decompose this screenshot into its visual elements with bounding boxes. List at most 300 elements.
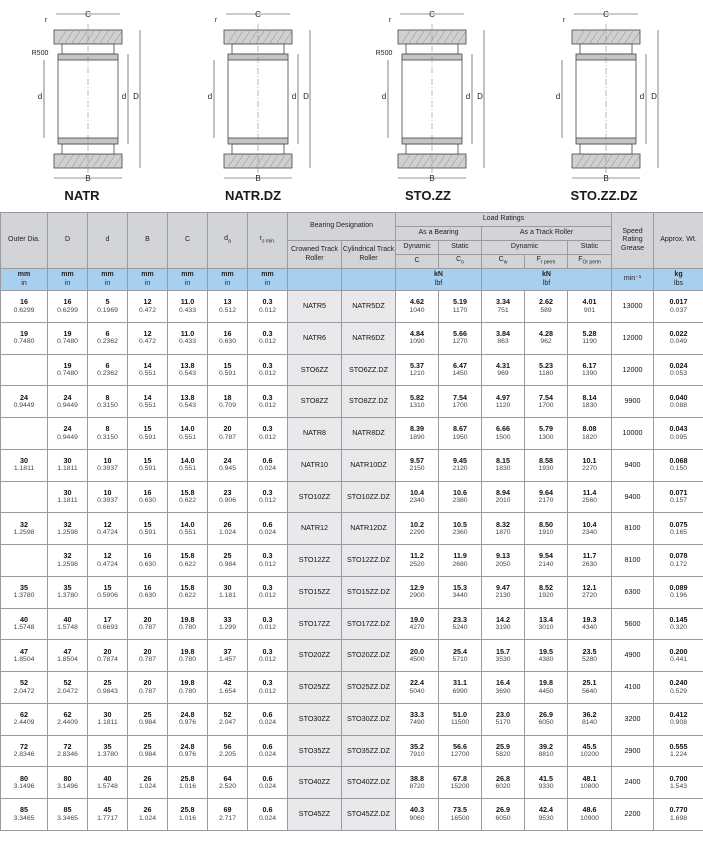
cell-cyl [342,608,396,640]
cell-outer-imperial: 2.0472 [13,687,35,695]
cell-c-metric: 35.2 [410,741,425,751]
cell-speed [612,449,654,481]
cell-outer-metric: 32 [20,519,28,529]
cell-d-metric: 8 [105,392,110,402]
unit-d: mm in [88,269,128,291]
cell-rs-metric: 0.3 [262,614,273,624]
cell-speed-value: 9900 [624,396,641,406]
cell-for-imperial: 4340 [581,624,598,632]
cell-fr-metric: 2.62 [539,297,554,307]
cell-for-imperial: 2720 [581,592,598,600]
cell-for [568,799,612,831]
cell-for-metric: 10.4 [582,519,597,529]
cell-c-metric: 8.39 [410,424,425,434]
cell-co-metric: 5.19 [453,297,468,307]
cell-speed [612,322,654,354]
cell-c-imperial: 2900 [409,592,425,600]
cell-c-metric: 40.3 [410,805,425,815]
header-d: d [88,213,128,269]
cell-C [168,322,208,354]
cell-rs [248,513,288,545]
cell-co-imperial: 1170 [452,306,468,314]
cell-fr-metric: 19.5 [539,646,554,656]
cell-rs-metric: 0.3 [262,392,273,402]
cell-wt [654,640,703,672]
cell-c-imperial: 5040 [409,687,425,695]
cell-cyl-value: STO35ZZ.DZ [347,745,390,755]
cell-B-imperial: 0.630 [138,592,156,600]
dim-label-r: r [388,17,392,24]
cell-cw-metric: 6.66 [496,424,511,434]
cell-outer-imperial: 2.8346 [13,751,35,759]
cell-rs [248,322,288,354]
dim-label-d: d [207,92,213,101]
cell-B-metric: 15 [143,424,152,434]
cell-da-metric: 56 [223,741,232,751]
cell-B-metric: 15 [143,456,152,466]
cell-c [396,386,439,418]
cell-c [396,481,439,513]
cell-c-imperial: 1090 [409,338,425,346]
cell-cyl [342,513,396,545]
cell-B-metric: 15 [143,519,152,529]
cell-crowned [288,513,342,545]
cell-crowned [288,354,342,386]
cell-crowned-value: STO12ZZ [298,555,331,565]
cell-crowned-value: STO35ZZ [298,745,331,755]
cell-rs-metric: 0.3 [262,678,273,688]
header-approx-wt: Approx. Wt. [654,213,703,269]
cell-outer [1,545,48,577]
cell-for [568,735,612,767]
cell-crowned [288,481,342,513]
cell-cw [482,449,525,481]
table-row [1,799,703,831]
cell-c [396,354,439,386]
cell-wt-imperial: 0.908 [670,719,688,727]
cell-for-imperial: 2270 [581,465,598,473]
cell-da-metric: 13 [223,297,232,307]
cell-da [208,799,248,831]
cell-c [396,545,439,577]
cell-D-imperial: 2.4409 [57,719,78,727]
dim-label-C: C [429,10,435,19]
cell-da-imperial: 2.047 [218,719,236,727]
cell-cw [482,513,525,545]
cell-outer-imperial: 0.7480 [13,338,35,346]
cell-c [396,513,439,545]
cell-B-imperial: 0.551 [138,401,156,409]
cell-B-imperial: 0.787 [138,655,156,663]
cell-cw [482,735,525,767]
table-row [1,640,703,672]
cell-co-metric: 23.3 [453,614,468,624]
cell-for-metric: 6.17 [582,360,597,370]
cell-d [88,576,128,608]
header-dynamic-track: Dynamic [482,241,568,255]
cell-B-metric: 16 [143,551,152,561]
cell-B [128,767,168,799]
cell-B-imperial: 0.472 [138,306,156,314]
cell-co-metric: 5.66 [453,329,468,339]
cell-fr [525,640,568,672]
cell-crowned-value: STO15ZZ [298,586,331,596]
cell-fr-metric: 42.4 [539,805,554,815]
header-cw-col: $C_w$ [482,255,525,269]
cell-outer [1,640,48,672]
cell-speed-value: 2900 [624,745,641,755]
dim-label-B: B [603,174,609,183]
cell-D-imperial: 1.1811 [57,497,78,505]
cell-wt [654,545,703,577]
cell-wt-imperial: 0.320 [670,624,688,632]
cell-C-metric: 15.8 [180,583,195,593]
cell-crowned [288,418,342,450]
cell-fr-metric: 4.28 [539,329,554,339]
cell-co [439,322,482,354]
cell-da-metric: 64 [223,773,232,783]
cell-for-imperial: 1190 [582,338,597,346]
cell-wt-metric: 0.078 [669,551,688,561]
cell-crowned [288,640,342,672]
cell-outer-imperial: 1.5748 [13,624,35,632]
cell-C-metric: 15.8 [180,487,195,497]
cell-for [568,608,612,640]
cell-wt-metric: 0.040 [669,392,688,402]
cell-da-imperial: 0.709 [218,401,236,409]
cell-rs [248,703,288,735]
cell-cyl-value: STO25ZZ.DZ [347,682,390,692]
cell-C-metric: 25.8 [180,773,195,783]
cell-crowned [288,322,342,354]
cell-cyl [342,640,396,672]
cell-co-metric: 56.6 [453,741,468,751]
cell-outer [1,703,48,735]
cell-d-metric: 45 [103,805,112,815]
cell-cyl-value: NATR12DZ [350,523,387,533]
cell-for-imperial: 1390 [581,370,598,378]
cell-rs-imperial: 0.024 [258,782,276,790]
cell-for-metric: 19.3 [582,614,597,624]
cell-cyl [342,386,396,418]
cell-C-imperial: 0.551 [178,433,196,441]
cell-d [88,481,128,513]
cell-B [128,291,168,323]
table-row [1,608,703,640]
cell-C-metric: 14.0 [180,424,195,434]
cell-for-imperial: 2630 [581,560,598,568]
cell-c-metric: 9.57 [410,456,425,466]
cell-rs-imperial: 0.012 [258,338,276,346]
cell-D [48,703,88,735]
cell-for [568,449,612,481]
cell-rs-metric: 0.6 [262,456,273,466]
cell-D-metric: 19 [63,329,72,339]
cell-co [439,767,482,799]
cell-co-metric: 31.1 [453,678,468,688]
cell-c [396,418,439,450]
cell-cw-imperial: 3530 [495,655,511,663]
cell-crowned [288,767,342,799]
cell-cyl [342,291,396,323]
cell-crowned-value: NATR8 [302,428,327,438]
cell-d-metric: 12 [103,551,112,561]
cell-C-metric: 14.0 [180,519,195,529]
cell-da [208,513,248,545]
cell-crowned-value: STO6ZZ [300,364,329,374]
cell-co [439,386,482,418]
cell-for [568,640,612,672]
cell-co-imperial: 15200 [450,782,470,790]
dim-label-da: d [639,92,645,101]
cell-co [439,672,482,704]
cell-C-metric: 19.8 [180,646,195,656]
cell-D-imperial: 1.5748 [57,624,78,632]
cell-B-metric: 20 [143,614,152,624]
cell-d-imperial: 1.3780 [97,751,118,759]
cell-cw [482,640,525,672]
cell-cyl-value: STO8ZZ.DZ [349,396,389,406]
header-static-track: Static [568,241,612,255]
cell-co [439,513,482,545]
cell-C-imperial: 1.016 [178,782,196,790]
cell-cyl-value: STO20ZZ.DZ [347,650,390,660]
cell-speed-value: 12000 [622,332,643,342]
cell-C-imperial: 0.433 [178,306,196,314]
table-row [1,481,703,513]
diagram-label-sto-zz: STO.ZZ [405,188,451,203]
cell-B-metric: 26 [143,805,152,815]
cell-crowned [288,735,342,767]
cell-c [396,322,439,354]
cell-co-metric: 11.9 [453,551,467,561]
unit-bearing-load: kN lbf [396,269,482,291]
cell-wt [654,767,703,799]
cell-cw [482,354,525,386]
cell-fr [525,386,568,418]
cell-for-metric: 4.01 [582,297,597,307]
cell-rs [248,545,288,577]
cell-co-metric: 67.8 [453,773,468,783]
cell-wt-imperial: 1.698 [670,814,688,822]
cell-B [128,449,168,481]
cell-d-metric: 10 [103,456,112,466]
cell-D-imperial: 1.2598 [57,560,78,568]
bearing-diagrams [0,0,703,212]
cell-for [568,481,612,513]
cell-crowned [288,545,342,577]
cell-D [48,799,88,831]
cell-C-metric: 24.8 [180,710,195,720]
cell-wt-metric: 0.089 [669,583,688,593]
dim-label-R500: R500 [375,50,393,57]
cell-D-metric: 35 [63,583,72,593]
header-as-bearing: As a Bearing [396,227,482,241]
cell-D-metric: 32 [63,519,72,529]
dim-label-da: d [121,92,127,101]
cell-C-metric: 15.8 [180,551,195,561]
unit-wt: kg lbs [654,269,703,291]
cell-cyl-value: NATR6DZ [352,332,385,342]
cell-fr-metric: 7.54 [539,392,554,402]
cell-d [88,703,128,735]
cell-cyl [342,545,396,577]
cell-D-metric: 30 [63,456,72,466]
cell-co [439,449,482,481]
cell-for-imperial: 8140 [581,719,598,727]
cell-wt-imperial: 0.053 [670,370,688,378]
cell-d-imperial: 0.5906 [97,592,118,600]
cell-fr [525,608,568,640]
diagram-label-natr: NATR [64,188,100,203]
cell-wt-metric: 0.017 [669,297,688,307]
header-co-col: $C_o$ [439,255,482,269]
cell-cw [482,767,525,799]
cell-D-metric: 24 [63,392,72,402]
cell-co [439,481,482,513]
bearing-cross-sections [0,0,703,186]
cell-d [88,767,128,799]
cell-C-metric: 19.8 [180,678,195,688]
cell-B [128,672,168,704]
cell-da-metric: 20 [223,424,232,434]
cell-fr-imperial: 9330 [538,782,554,790]
cell-cw [482,481,525,513]
cell-speed-value: 10000 [622,428,643,438]
cell-outer-imperial: 3.1496 [13,782,35,790]
dim-label-D: D [303,92,309,101]
header-speed-rating: Speed Rating Grease [612,213,654,269]
cell-D-imperial: 0.9449 [57,433,78,441]
table-row [1,322,703,354]
cell-wt [654,449,703,481]
cell-fr-imperial: 962 [540,338,552,346]
cell-d-imperial: 0.2362 [97,338,118,346]
cell-da-imperial: 0.984 [218,560,236,568]
cell-D-metric: 62 [63,710,72,720]
header-as-track-roller: As a Track Roller [482,227,612,241]
cell-rs-metric: 0.6 [262,805,273,815]
cell-for-metric: 11.7 [582,551,597,561]
cell-cw-imperial: 1120 [495,401,511,409]
cell-c-metric: 11.2 [410,551,424,561]
cell-da [208,640,248,672]
cell-co-metric: 6.47 [453,360,468,370]
cell-speed [612,513,654,545]
table-row [1,735,703,767]
cell-speed [612,386,654,418]
cell-cyl-value: STO6ZZ.DZ [349,364,389,374]
cell-rs-imperial: 0.012 [258,687,276,695]
cell-fr-imperial: 1300 [538,433,554,441]
cell-fr-metric: 8.52 [539,583,554,593]
cell-C-imperial: 0.543 [178,401,196,409]
cell-cyl [342,576,396,608]
cell-fr [525,767,568,799]
cell-fr-metric: 26.9 [539,710,554,720]
cell-d-metric: 8 [105,424,110,434]
cell-cyl [342,354,396,386]
cell-C-imperial: 0.976 [178,751,196,759]
cell-d-metric: 5 [105,297,110,307]
cell-da [208,291,248,323]
cell-d-imperial: 0.6693 [97,624,118,632]
unit-speed: min⁻¹ [612,269,654,291]
cell-speed [612,703,654,735]
cell-C-metric: 14.0 [180,456,195,466]
cell-cw [482,418,525,450]
cell-d-metric: 12 [103,519,112,529]
cell-da [208,449,248,481]
cell-cw-imperial: 969 [497,370,509,378]
cell-fr-imperial: 1910 [538,528,554,536]
cell-cw [482,545,525,577]
cell-speed [612,767,654,799]
cell-for-metric: 8.08 [582,424,597,434]
cell-rs [248,608,288,640]
cell-D [48,354,88,386]
cell-da-imperial: 1.181 [218,592,236,600]
cell-cyl-value: NATR5DZ [352,301,385,311]
track-roller-spec-table [0,212,703,831]
cell-speed-value: 9400 [624,491,641,501]
cell-d [88,386,128,418]
cell-co-imperial: 16500 [450,814,470,822]
cell-D-imperial: 1.2598 [57,528,78,536]
cell-da-metric: 42 [223,678,232,688]
diagram-label-natr-dz: NATR.DZ [224,188,282,203]
cell-outer [1,672,48,704]
cell-for [568,703,612,735]
cell-c [396,703,439,735]
cell-C-metric: 24.8 [180,741,195,751]
cell-speed [612,799,654,831]
cell-for [568,672,612,704]
cell-for-imperial: 901 [583,306,596,314]
table-row [1,545,703,577]
cell-da [208,735,248,767]
cell-B [128,386,168,418]
cell-fr-imperial: 8810 [538,751,554,759]
cell-outer [1,576,48,608]
cell-da-imperial: 2.717 [218,814,236,822]
cell-D-metric: 19 [63,360,72,370]
cell-rs-imperial: 0.012 [258,624,276,632]
cell-cyl-value: STO10ZZ.DZ [347,491,390,501]
cell-cw-imperial: 6020 [495,782,511,790]
cell-rs [248,449,288,481]
cell-crowned-value: NATR6 [302,332,327,342]
cell-for [568,386,612,418]
cell-C-metric: 25.8 [180,805,195,815]
cell-cw-metric: 25.9 [496,741,511,751]
cell-d-metric: 40 [103,773,112,783]
cell-wt [654,576,703,608]
cell-fr [525,703,568,735]
cell-B [128,354,168,386]
cell-d [88,418,128,450]
cell-co-imperial: 1950 [452,433,468,441]
cell-rs-imperial: 0.012 [258,560,276,568]
cell-C-imperial: 0.551 [178,465,196,473]
cell-cw-metric: 23.0 [496,710,511,720]
cell-outer [1,386,48,418]
unit-cylindrical [342,269,396,291]
cell-da-metric: 24 [223,456,232,466]
cell-B [128,703,168,735]
cell-rs-metric: 0.6 [262,710,273,720]
cell-d-imperial: 0.4724 [97,528,118,536]
